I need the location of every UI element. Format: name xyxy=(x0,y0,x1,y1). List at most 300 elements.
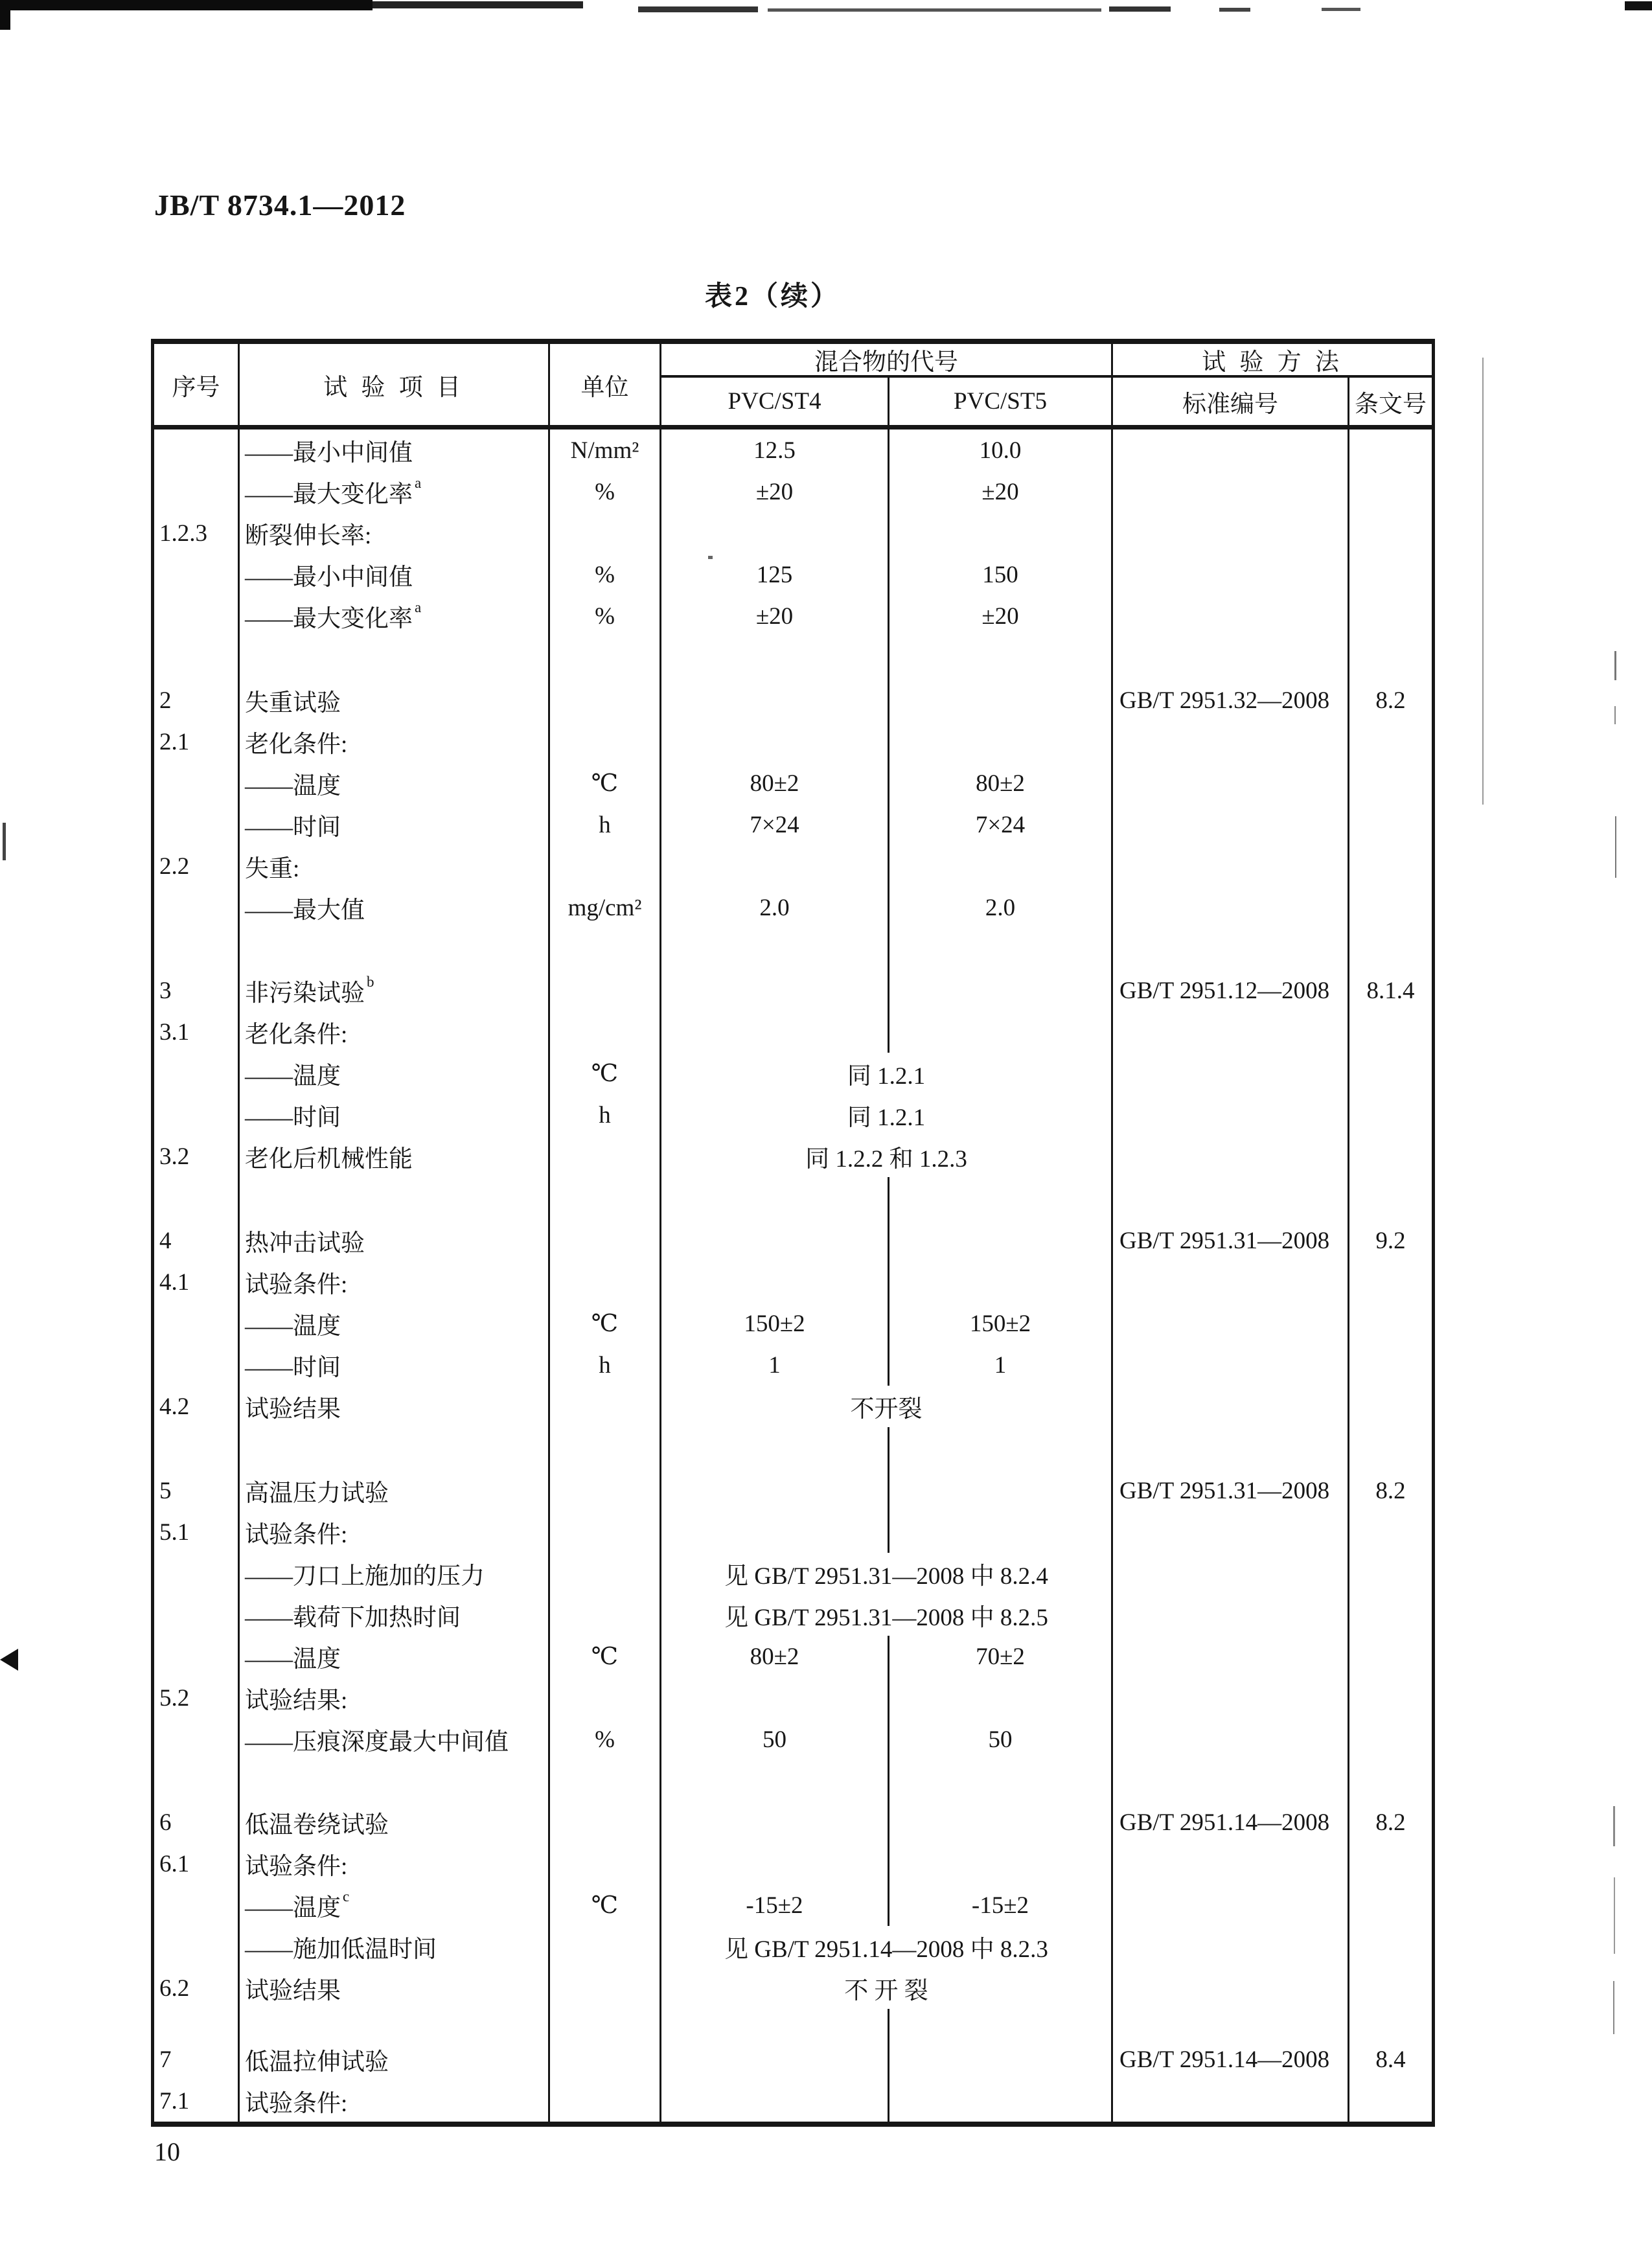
table-row xyxy=(154,1386,1432,1427)
cell-clause-number xyxy=(1348,1884,1432,1926)
cell-item: 试验结果 xyxy=(238,1967,548,2009)
cell-merged-value: 同 1.2.2 和 1.2.3 xyxy=(660,1136,1111,1177)
cell-unit xyxy=(548,1511,660,1553)
page-number: 10 xyxy=(154,2137,180,2166)
cell-seq: 4 xyxy=(159,1227,172,1254)
cell-clause-number xyxy=(1348,1636,1432,1677)
table-row xyxy=(154,1802,1432,1843)
cell-unit xyxy=(548,1261,660,1303)
cell-unit: % xyxy=(548,595,660,637)
cell-seq xyxy=(154,471,238,512)
cell-st5 xyxy=(888,845,1111,887)
cell-unit xyxy=(548,1427,660,1470)
cell-item: 失重试验 xyxy=(238,680,548,721)
table-row xyxy=(154,1884,1432,1926)
cell-item xyxy=(238,637,548,680)
cell-unit xyxy=(548,1386,660,1427)
cell-merged-value: 不 开 裂 xyxy=(660,1967,1111,2009)
cell-seq: 7.1 xyxy=(159,2087,190,2114)
cell-st5 xyxy=(888,1677,1111,1719)
cell-merged-value: 同 1.2.1 xyxy=(660,1053,1111,1094)
cell-clause-number xyxy=(1348,2009,1432,2039)
cell-clause-number xyxy=(1348,804,1432,845)
cell-clause-number xyxy=(1348,637,1432,680)
cell-unit xyxy=(548,1594,660,1636)
cell-st4: ±20 xyxy=(660,471,888,512)
cell-unit xyxy=(548,1802,660,1843)
cell-seq: 2.2 xyxy=(159,853,190,880)
cell-st5: -15±2 xyxy=(888,1884,1111,1926)
cell-unit xyxy=(548,1011,660,1053)
cell-standard-number xyxy=(1111,2009,1348,2039)
table-row xyxy=(154,1261,1432,1303)
cell-merged-value: 见 GB/T 2951.31—2008 中 8.2.4 xyxy=(660,1553,1111,1594)
scan-artifact xyxy=(1614,1877,1615,1954)
cell-item xyxy=(238,928,548,970)
cell-item xyxy=(238,2009,548,2039)
cell-standard-number xyxy=(1111,721,1348,762)
spacer-row xyxy=(154,1760,1432,1802)
cell-seq xyxy=(154,1303,238,1344)
cell-unit: % xyxy=(548,1719,660,1760)
spacer-row xyxy=(154,2009,1432,2039)
cell-unit: ℃ xyxy=(548,1884,660,1926)
cell-st4: 1 xyxy=(660,1344,888,1386)
cell-seq xyxy=(154,1636,238,1677)
cell-standard-number xyxy=(1111,1760,1348,1802)
cell-st4 xyxy=(660,2009,888,2039)
cell-clause-number xyxy=(1348,1719,1432,1760)
spacer-row xyxy=(154,928,1432,970)
cell-item xyxy=(238,1177,548,1220)
cell-standard-number xyxy=(1111,887,1348,928)
cell-st4 xyxy=(660,1177,888,1220)
doc-number: JB/T 8734.1—2012 xyxy=(154,189,406,222)
cell-unit xyxy=(548,1470,660,1511)
column-header-method-group: 试 验 方 法 xyxy=(1111,344,1432,378)
cell-standard-number xyxy=(1111,1967,1348,2009)
cell-standard-number xyxy=(1111,471,1348,512)
scan-artifact xyxy=(1625,1,1652,10)
cell-unit xyxy=(548,2009,660,2039)
cell-st4 xyxy=(660,928,888,970)
cell-item: 失重: xyxy=(238,845,548,887)
cell-st5 xyxy=(888,1011,1111,1053)
cell-standard-number xyxy=(1111,1843,1348,1884)
cell-seq xyxy=(154,1760,238,1802)
cell-st4 xyxy=(660,2039,888,2080)
cell-clause-number xyxy=(1348,1386,1432,1427)
cell-unit: ℃ xyxy=(548,1303,660,1344)
table-row xyxy=(154,1053,1432,1094)
cell-clause-number xyxy=(1348,430,1432,471)
cell-seq xyxy=(154,1344,238,1386)
cell-st5 xyxy=(888,1843,1111,1884)
cell-standard-number xyxy=(1111,928,1348,970)
cell-st5 xyxy=(888,928,1111,970)
cell-seq xyxy=(154,1094,238,1136)
table-row xyxy=(154,554,1432,595)
cell-clause-number xyxy=(1348,595,1432,637)
cell-st4: 12.5 xyxy=(660,430,888,471)
column-header-standard-number: 标准编号 xyxy=(1111,378,1348,425)
table-row xyxy=(154,1926,1432,1967)
cell-item: 老化条件: xyxy=(238,721,548,762)
table-row xyxy=(154,1011,1432,1053)
cell-clause-number: 9.2 xyxy=(1348,1220,1432,1261)
cell-seq: 6.2 xyxy=(159,1975,190,2002)
cell-clause-number xyxy=(1348,471,1432,512)
cell-item: 试验条件: xyxy=(238,1843,548,1884)
spacer-row xyxy=(154,1427,1432,1470)
cell-item: ——压痕深度最大中间值 xyxy=(238,1719,548,1760)
cell-unit xyxy=(548,1177,660,1220)
cell-item: ——载荷下加热时间 xyxy=(238,1594,548,1636)
column-header-item: 试 验 项 目 xyxy=(238,344,548,425)
scan-artifact xyxy=(638,6,758,12)
cell-item: ——温度 xyxy=(238,762,548,804)
scan-artifact xyxy=(373,1,583,8)
cell-clause-number xyxy=(1348,845,1432,887)
cell-item: ——最大值 xyxy=(238,887,548,928)
cell-standard-number xyxy=(1111,1594,1348,1636)
cell-clause-number xyxy=(1348,1427,1432,1470)
cell-unit xyxy=(548,637,660,680)
table-row xyxy=(154,471,1432,512)
cell-seq: 3.1 xyxy=(159,1018,190,1046)
cell-clause-number xyxy=(1348,1261,1432,1303)
cell-standard-number xyxy=(1111,1011,1348,1053)
cell-item: 试验条件: xyxy=(238,1261,548,1303)
cell-seq xyxy=(154,637,238,680)
cell-seq xyxy=(154,1719,238,1760)
cell-st5 xyxy=(888,1802,1111,1843)
table-row xyxy=(154,762,1432,804)
table-row xyxy=(154,512,1432,554)
table-row xyxy=(154,1136,1432,1177)
scan-artifact xyxy=(3,823,6,860)
cell-item: 低温卷绕试验 xyxy=(238,1802,548,1843)
cell-st5 xyxy=(888,2080,1111,2122)
cell-st5: 50 xyxy=(888,1719,1111,1760)
cell-item: 老化后机械性能 xyxy=(238,1136,548,1177)
cell-item: ——时间 xyxy=(238,804,548,845)
cell-clause-number xyxy=(1348,1053,1432,1094)
cell-item: 老化条件: xyxy=(238,1011,548,1053)
cell-merged-value: 不开裂 xyxy=(660,1386,1111,1427)
table-row xyxy=(154,430,1432,471)
cell-standard-number xyxy=(1111,1719,1348,1760)
cell-item: ——刀口上施加的压力 xyxy=(238,1553,548,1594)
scan-artifact xyxy=(1614,706,1616,724)
cell-st5: 7×24 xyxy=(888,804,1111,845)
cell-st4: 80±2 xyxy=(660,762,888,804)
cell-st5 xyxy=(888,721,1111,762)
table-row xyxy=(154,680,1432,721)
cell-item: ——温度 $^c$ xyxy=(238,1884,548,1926)
cell-standard-number xyxy=(1111,595,1348,637)
cell-standard-number xyxy=(1111,1884,1348,1926)
scan-artifact xyxy=(1109,6,1171,12)
column-header-seq: 序号 xyxy=(172,374,220,401)
scan-artifact xyxy=(1482,358,1484,805)
cell-seq xyxy=(154,1553,238,1594)
cell-st4: 80±2 xyxy=(660,1636,888,1677)
cell-st4 xyxy=(660,680,888,721)
cell-st4: 7×24 xyxy=(660,804,888,845)
cell-unit xyxy=(548,1843,660,1884)
cell-unit: ℃ xyxy=(548,1636,660,1677)
cell-clause-number: 8.2 xyxy=(1348,680,1432,721)
cell-standard-number: GB/T 2951.32—2008 xyxy=(1111,680,1348,721)
cell-standard-number xyxy=(1111,1303,1348,1344)
cell-st4: 150±2 xyxy=(660,1303,888,1344)
cell-standard-number: GB/T 2951.31—2008 xyxy=(1111,1470,1348,1511)
spacer-row xyxy=(154,637,1432,680)
cell-unit xyxy=(548,845,660,887)
cell-clause-number xyxy=(1348,1011,1432,1053)
cell-st4 xyxy=(660,1470,888,1511)
cell-st5: 150 xyxy=(888,554,1111,595)
table-row xyxy=(154,2039,1432,2080)
table-row xyxy=(154,1344,1432,1386)
cell-item: ——时间 xyxy=(238,1094,548,1136)
cell-standard-number xyxy=(1111,1053,1348,1094)
cell-standard-number xyxy=(1111,512,1348,554)
cell-item: ——最大变化率 $^a$ xyxy=(238,595,548,637)
cell-seq: 1.2.3 xyxy=(159,520,207,547)
cell-st5: ±20 xyxy=(888,595,1111,637)
spacer-row xyxy=(154,1177,1432,1220)
cell-seq xyxy=(154,554,238,595)
table-row xyxy=(154,1719,1432,1760)
table-row xyxy=(154,1511,1432,1553)
column-header-mixture-group: 混合物的代号 xyxy=(660,344,1111,378)
cell-clause-number: 8.2 xyxy=(1348,1802,1432,1843)
cell-clause-number xyxy=(1348,1344,1432,1386)
cell-st4 xyxy=(660,1511,888,1553)
cell-clause-number xyxy=(1348,1843,1432,1884)
column-header-pvc-st5: PVC/ST5 xyxy=(888,378,1111,425)
cell-item xyxy=(238,1427,548,1470)
cell-standard-number xyxy=(1111,1926,1348,1967)
cell-st4 xyxy=(660,1843,888,1884)
cell-standard-number xyxy=(1111,1636,1348,1677)
cell-st5: 2.0 xyxy=(888,887,1111,928)
scan-artifact xyxy=(1614,651,1616,680)
cell-st5: 1 xyxy=(888,1344,1111,1386)
cell-unit: ℃ xyxy=(548,762,660,804)
scan-artifact xyxy=(1613,1806,1615,1846)
cell-clause-number xyxy=(1348,887,1432,928)
cell-st4: -15±2 xyxy=(660,1884,888,1926)
cell-seq xyxy=(154,762,238,804)
cell-clause-number: 8.2 xyxy=(1348,1470,1432,1511)
cell-standard-number xyxy=(1111,1427,1348,1470)
cell-item xyxy=(238,1760,548,1802)
cell-st4 xyxy=(660,1760,888,1802)
cell-unit: N/mm² xyxy=(548,430,660,471)
cell-unit: h xyxy=(548,804,660,845)
cell-clause-number xyxy=(1348,1511,1432,1553)
cell-seq: 2 xyxy=(159,687,172,714)
cell-seq: 5.2 xyxy=(159,1684,190,1712)
cell-st5 xyxy=(888,1470,1111,1511)
cell-item: ——最大变化率 $^a$ xyxy=(238,471,548,512)
cell-st4: 125 xyxy=(660,554,888,595)
cell-standard-number xyxy=(1111,1177,1348,1220)
cell-seq: 3.2 xyxy=(159,1143,190,1170)
table-row xyxy=(154,595,1432,637)
table-row xyxy=(154,1636,1432,1677)
cell-clause-number xyxy=(1348,1594,1432,1636)
cell-standard-number xyxy=(1111,1553,1348,1594)
cell-standard-number: GB/T 2951.14—2008 xyxy=(1111,1802,1348,1843)
cell-clause-number xyxy=(1348,1136,1432,1177)
cell-clause-number: 8.1.4 xyxy=(1348,970,1432,1011)
cell-clause-number xyxy=(1348,512,1432,554)
cell-standard-number xyxy=(1111,1677,1348,1719)
cell-st4 xyxy=(660,1261,888,1303)
cell-st5: ±20 xyxy=(888,471,1111,512)
cell-st5: 70±2 xyxy=(888,1636,1111,1677)
cell-clause-number xyxy=(1348,2080,1432,2122)
cell-st5 xyxy=(888,970,1111,1011)
table-row xyxy=(154,887,1432,928)
cell-st4 xyxy=(660,1677,888,1719)
cell-merged-value: 见 GB/T 2951.14—2008 中 8.2.3 xyxy=(660,1926,1111,1967)
table-row xyxy=(154,1594,1432,1636)
cell-item: 试验条件: xyxy=(238,1511,548,1553)
cell-item: 高温压力试验 xyxy=(238,1470,548,1511)
cell-clause-number xyxy=(1348,1926,1432,1967)
cell-st4 xyxy=(660,637,888,680)
table-row xyxy=(154,970,1432,1011)
cell-unit: % xyxy=(548,471,660,512)
cell-st5 xyxy=(888,2009,1111,2039)
cell-clause-number xyxy=(1348,1094,1432,1136)
table-header xyxy=(154,344,1432,430)
cell-seq: 7 xyxy=(159,2046,172,2073)
cell-st4 xyxy=(660,1427,888,1470)
cell-unit xyxy=(548,1553,660,1594)
table-row xyxy=(154,1220,1432,1261)
cell-seq xyxy=(154,2009,238,2039)
cell-unit xyxy=(548,1220,660,1261)
cell-seq xyxy=(154,1926,238,1967)
cell-clause-number xyxy=(1348,1760,1432,1802)
column-header-clause-number: 条文号 xyxy=(1348,378,1432,425)
cell-item: ——最小中间值 xyxy=(238,554,548,595)
cell-seq xyxy=(154,1177,238,1220)
cell-unit xyxy=(548,1967,660,2009)
scan-artifact xyxy=(1615,816,1616,878)
cell-clause-number xyxy=(1348,762,1432,804)
cell-standard-number xyxy=(1111,1386,1348,1427)
cell-st4 xyxy=(660,1011,888,1053)
cell-seq xyxy=(154,928,238,970)
cell-st5 xyxy=(888,1261,1111,1303)
cell-unit xyxy=(548,2080,660,2122)
cell-seq xyxy=(154,804,238,845)
table-row xyxy=(154,1967,1432,2009)
cell-standard-number: GB/T 2951.14—2008 xyxy=(1111,2039,1348,2080)
cell-item: 试验条件: xyxy=(238,2080,548,2122)
cell-st5 xyxy=(888,1220,1111,1261)
scan-artifact xyxy=(1322,8,1360,11)
cell-seq xyxy=(154,1053,238,1094)
cell-standard-number xyxy=(1111,804,1348,845)
cell-standard-number xyxy=(1111,637,1348,680)
cell-st5: 10.0 xyxy=(888,430,1111,471)
cell-item: ——温度 xyxy=(238,1636,548,1677)
cell-clause-number: 8.4 xyxy=(1348,2039,1432,2080)
cell-clause-number xyxy=(1348,1303,1432,1344)
table-row xyxy=(154,1094,1432,1136)
cell-standard-number xyxy=(1111,1511,1348,1553)
column-header-pvc-st4: PVC/ST4 xyxy=(660,378,888,425)
scan-artifact xyxy=(1219,8,1250,12)
cell-unit xyxy=(548,2039,660,2080)
cell-item: 试验结果 xyxy=(238,1386,548,1427)
cell-seq xyxy=(154,1594,238,1636)
cell-unit xyxy=(548,721,660,762)
cell-clause-number xyxy=(1348,1967,1432,2009)
cell-seq xyxy=(154,1884,238,1926)
cell-st5 xyxy=(888,2039,1111,2080)
cell-st5 xyxy=(888,1760,1111,1802)
cell-st5 xyxy=(888,680,1111,721)
cell-unit xyxy=(548,1926,660,1967)
cell-item: ——温度 xyxy=(238,1303,548,1344)
cell-st4 xyxy=(660,512,888,554)
cell-st5 xyxy=(888,1177,1111,1220)
scan-artifact xyxy=(0,0,373,10)
cell-item: ——温度 xyxy=(238,1053,548,1094)
cell-unit xyxy=(548,1760,660,1802)
table-row xyxy=(154,845,1432,887)
cell-unit xyxy=(548,1677,660,1719)
cell-standard-number xyxy=(1111,1136,1348,1177)
cell-standard-number xyxy=(1111,845,1348,887)
cell-seq: 4.2 xyxy=(159,1393,190,1420)
cell-standard-number xyxy=(1111,430,1348,471)
table-row xyxy=(154,721,1432,762)
cell-st4 xyxy=(660,721,888,762)
cell-merged-value: 同 1.2.1 xyxy=(660,1094,1111,1136)
cell-seq: 6 xyxy=(159,1809,172,1836)
cell-st5 xyxy=(888,637,1111,680)
table-row xyxy=(154,1843,1432,1884)
table-row xyxy=(154,2080,1432,2122)
cell-unit: % xyxy=(548,554,660,595)
scan-artifact xyxy=(768,8,1101,12)
cell-item: ——施加低温时间 xyxy=(238,1926,548,1967)
cell-standard-number xyxy=(1111,762,1348,804)
cell-seq: 5.1 xyxy=(159,1518,190,1546)
cell-st4 xyxy=(660,970,888,1011)
cell-standard-number: GB/T 2951.12—2008 xyxy=(1111,970,1348,1011)
cell-standard-number xyxy=(1111,1344,1348,1386)
cell-seq xyxy=(154,1427,238,1470)
table-row xyxy=(154,1677,1432,1719)
cell-item: 非污染试验 $^b$ xyxy=(238,970,548,1011)
cell-st5: 150±2 xyxy=(888,1303,1111,1344)
cell-merged-value: 见 GB/T 2951.31—2008 中 8.2.5 xyxy=(660,1594,1111,1636)
table-row xyxy=(154,1470,1432,1511)
cell-seq: 3 xyxy=(159,977,172,1004)
cell-unit: mg/cm² xyxy=(548,887,660,928)
